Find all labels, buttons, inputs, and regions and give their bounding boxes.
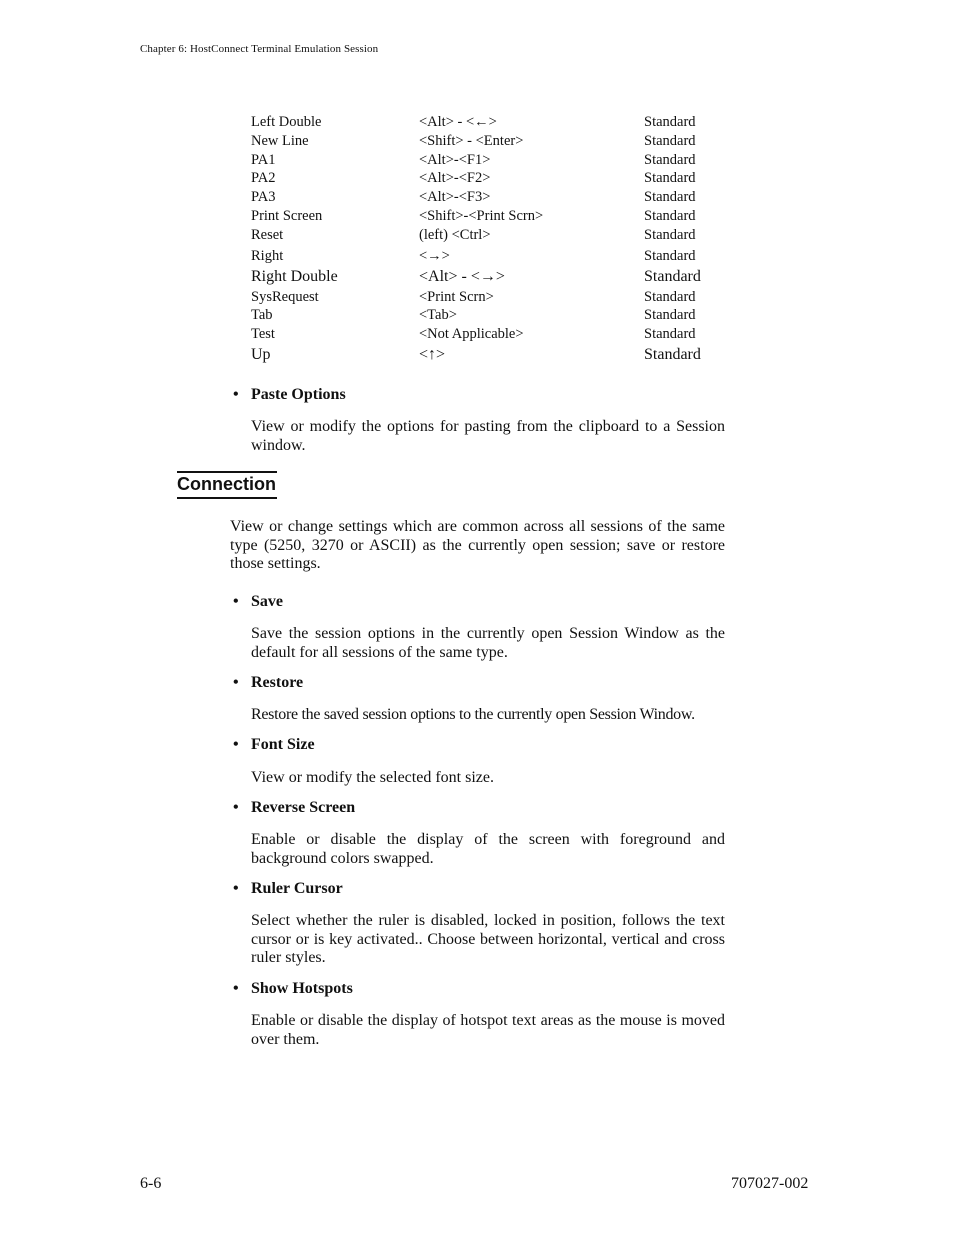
table-row xyxy=(251,325,731,344)
table-row xyxy=(251,113,731,132)
restore-heading: • Restore xyxy=(233,674,304,691)
function-name: SysRequest xyxy=(251,288,319,305)
mapping-type: Standard xyxy=(644,288,696,305)
function-name: New Line xyxy=(251,132,309,149)
key-combo: <Not Applicable> xyxy=(419,326,524,343)
table-row xyxy=(251,306,731,325)
mapping-type: Standard xyxy=(644,207,696,224)
ruler-cursor-description: Select whether the ruler is disabled, locked in position, follows the text cursor or is key activated.. Choose between horizontal, vertical and cross ruler styles. xyxy=(251,912,725,967)
show-hotspots-heading: • Show Hotspots xyxy=(233,980,353,997)
ruler-cursor-heading: • Ruler Cursor xyxy=(233,880,343,897)
bullet: • xyxy=(233,736,239,753)
function-name: Tab xyxy=(251,307,273,324)
table-row xyxy=(251,226,731,245)
reverse-screen-heading: • Reverse Screen xyxy=(233,799,356,816)
table-row xyxy=(251,188,731,207)
function-name: PA2 xyxy=(251,170,276,187)
key-combo: <Alt>-<F1> xyxy=(419,151,491,168)
table-row xyxy=(251,132,731,151)
bullet: • xyxy=(233,799,239,816)
paste-options-heading: • Paste Options xyxy=(233,386,346,403)
key-combo: <→> xyxy=(419,247,450,264)
function-name: Reset xyxy=(251,226,284,243)
key-combo: <Tab> xyxy=(419,307,457,324)
mapping-type: Standard xyxy=(644,345,701,363)
function-name: Right xyxy=(251,247,284,264)
running-header: Chapter 6: HostConnect Terminal Emulation Session xyxy=(140,43,379,55)
save-heading: • Save xyxy=(233,593,283,610)
table-row xyxy=(251,151,731,170)
document-number: 707027-002 xyxy=(731,1175,809,1192)
key-combo: <Alt>-<F2> xyxy=(419,170,491,187)
mapping-type: Standard xyxy=(644,132,696,149)
key-combo: <Print Scrn> xyxy=(419,288,494,305)
mapping-type: Standard xyxy=(644,247,696,264)
restore-description: Restore the saved session options to the currently open Session Window. xyxy=(251,706,695,723)
paste-options-description: View or modify the options for pasting from the clipboard to a Session window. xyxy=(251,418,725,454)
page-number: 6-6 xyxy=(140,1175,162,1192)
table-row xyxy=(251,169,731,188)
bullet: • xyxy=(233,593,239,610)
table-row xyxy=(251,266,731,288)
function-name: Right Double xyxy=(251,267,338,285)
save-description: Save the session options in the currently open Session Window as the default for all sessions of the same type. xyxy=(251,625,725,661)
mapping-type: Standard xyxy=(644,151,696,168)
function-name: Test xyxy=(251,326,275,343)
mapping-type: Standard xyxy=(644,267,701,285)
bullet: • xyxy=(233,980,239,997)
key-combo: <Shift> - <Enter> xyxy=(419,132,524,149)
mapping-type: Standard xyxy=(644,307,696,324)
key-combo: <Shift>-<Print Scrn> xyxy=(419,207,544,224)
mapping-type: Standard xyxy=(644,189,696,206)
key-combo: <Alt>-<F3> xyxy=(419,189,491,206)
function-name: Left Double xyxy=(251,114,322,130)
function-name: PA3 xyxy=(251,189,276,206)
reverse-screen-description: Enable or disable the display of the screen with foreground and background colors swapped. xyxy=(251,831,725,867)
mapping-type: Standard xyxy=(644,114,696,130)
table-row xyxy=(251,207,731,226)
table-row xyxy=(251,288,731,307)
font-size-heading: • Font Size xyxy=(233,736,315,753)
function-name: PA1 xyxy=(251,151,276,168)
mapping-type: Standard xyxy=(644,170,696,187)
bullet: • xyxy=(233,386,239,403)
bullet: • xyxy=(233,880,239,897)
function-name: Print Screen xyxy=(251,207,323,224)
connection-intro: View or change settings which are common across all sessions of the same type (5250, 3270 or ASCII) as the currently open session; save or restore those settings. xyxy=(230,518,725,573)
key-mapping-table xyxy=(251,113,731,366)
key-combo: <Alt> - <←> xyxy=(419,114,497,130)
font-size-description: View or modify the selected font size. xyxy=(251,769,494,786)
table-row xyxy=(251,344,731,366)
mapping-type: Standard xyxy=(644,226,696,243)
mapping-type: Standard xyxy=(644,326,696,343)
table-row xyxy=(251,245,731,266)
function-name: Up xyxy=(251,345,271,363)
key-combo: (left) <Ctrl> xyxy=(419,226,491,243)
key-combo: <Alt> - <→> xyxy=(419,267,505,285)
bullet: • xyxy=(233,674,239,691)
show-hotspots-description: Enable or disable the display of hotspot text areas as the mouse is moved over them. xyxy=(251,1012,725,1048)
key-combo: <↑> xyxy=(419,345,446,363)
connection-section-title: Connection xyxy=(177,471,277,499)
